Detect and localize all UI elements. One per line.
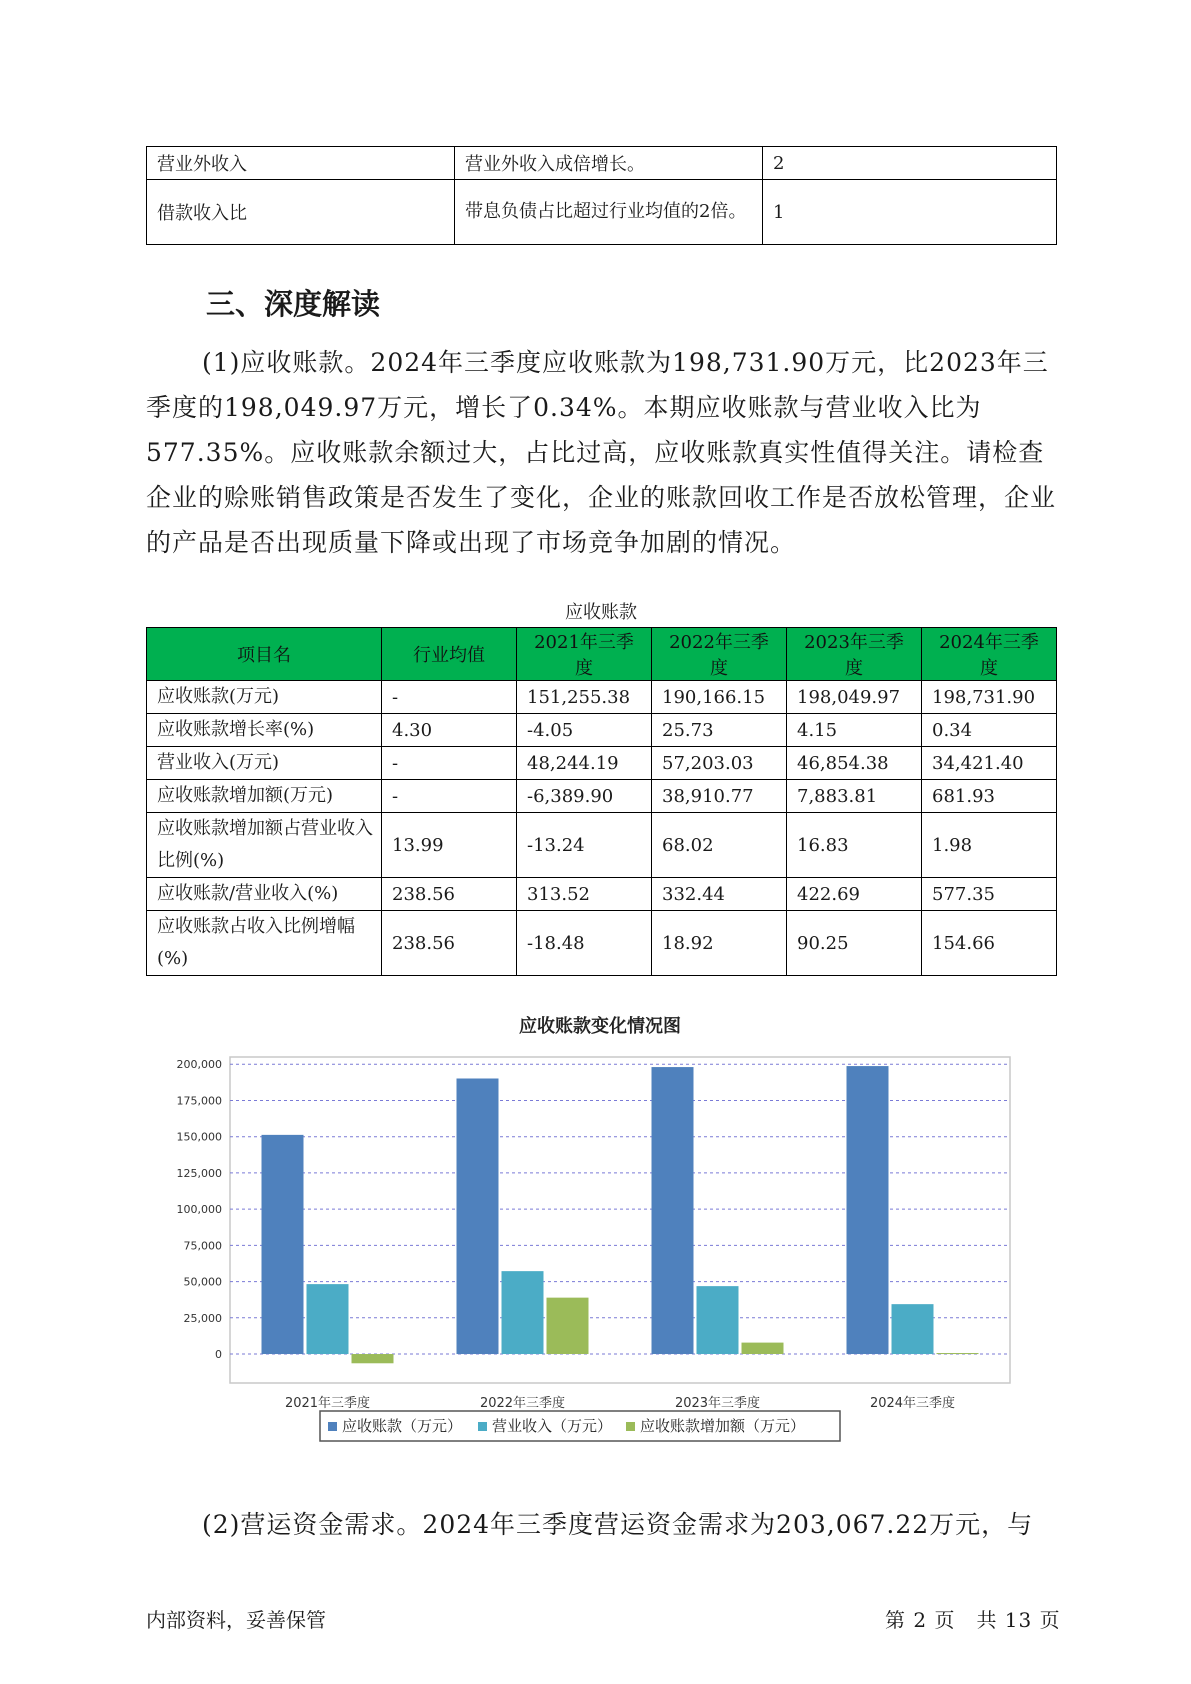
- table-cell: 313.52: [517, 878, 652, 911]
- y-tick-label: 175,000: [176, 1094, 222, 1108]
- y-tick-label: 200,000: [176, 1058, 222, 1072]
- receivables-bar-chart: [160, 1010, 1040, 1470]
- bar: [742, 1343, 784, 1354]
- table-cell: 577.35: [922, 878, 1057, 911]
- risk-item-name: 营业外收入: [147, 147, 455, 180]
- table-row: [147, 780, 1057, 813]
- table-cell: 154.66: [922, 911, 1057, 976]
- y-tick-label: 150,000: [176, 1130, 222, 1144]
- table-cell: -: [382, 780, 517, 813]
- table-row: [147, 878, 1057, 911]
- row-label: 应收账款/营业收入(%): [147, 878, 382, 911]
- x-tick-label: 2021年三季度: [284, 1396, 371, 1411]
- row-label: 应收账款(万元): [147, 681, 382, 714]
- table-cell: -4.05: [517, 714, 652, 747]
- legend-label: 营业收入（万元）: [492, 1417, 613, 1435]
- table-cell: 46,854.38: [787, 747, 922, 780]
- legend-label: 应收账款（万元）: [342, 1417, 463, 1435]
- bar: [307, 1284, 349, 1354]
- table-cell: 18.92: [652, 911, 787, 976]
- table-row: [147, 681, 1057, 714]
- y-tick-label: 50,000: [183, 1275, 222, 1289]
- table-cell: 0.34: [922, 714, 1057, 747]
- footer-page-number: 第 2 页 共 13 页: [885, 1608, 1061, 1632]
- legend-swatch: [478, 1422, 487, 1431]
- bar: [502, 1271, 544, 1354]
- bar: [547, 1298, 589, 1354]
- table-cell: 190,166.15: [652, 681, 787, 714]
- table-cell: 151,255.38: [517, 681, 652, 714]
- chart-title: 应收账款变化情况图: [519, 1016, 681, 1037]
- table-cell: -13.24: [517, 813, 652, 878]
- table-row: [147, 714, 1057, 747]
- risk-items-table: [146, 146, 1057, 245]
- table-cell: 68.02: [652, 813, 787, 878]
- y-tick-label: 25,000: [183, 1311, 222, 1325]
- bar: [457, 1078, 499, 1354]
- table-row: [147, 180, 1057, 245]
- table-cell: -18.48: [517, 911, 652, 976]
- table-cell: 238.56: [382, 911, 517, 976]
- bar: [262, 1135, 304, 1354]
- table-cell: 681.93: [922, 780, 1057, 813]
- table-cell: 4.30: [382, 714, 517, 747]
- table-cell: 90.25: [787, 911, 922, 976]
- table-cell: 34,421.40: [922, 747, 1057, 780]
- y-tick-label: 75,000: [183, 1239, 222, 1253]
- column-header: 行业均值: [382, 628, 517, 681]
- risk-item-desc: 营业外收入成倍增长。: [455, 147, 763, 180]
- risk-item-desc: 带息负债占比超过行业均值的2倍。: [455, 180, 763, 245]
- column-header: 项目名: [147, 628, 382, 681]
- table-cell: 198,049.97: [787, 681, 922, 714]
- table-cell: -: [382, 681, 517, 714]
- table-cell: 48,244.19: [517, 747, 652, 780]
- bar: [652, 1067, 694, 1354]
- bar: [937, 1353, 979, 1354]
- table-cell: 1.98: [922, 813, 1057, 878]
- table-cell: 38,910.77: [652, 780, 787, 813]
- y-tick-label: 0: [215, 1348, 222, 1362]
- table-cell: -6,389.90: [517, 780, 652, 813]
- x-tick-label: 2024年三季度: [869, 1396, 956, 1411]
- row-label: 应收账款占收入比例增幅(%): [147, 911, 382, 976]
- table-cell: 332.44: [652, 878, 787, 911]
- risk-item-name: 借款收入比: [147, 180, 455, 245]
- bar: [352, 1354, 394, 1363]
- risk-item-score: 1: [763, 180, 1057, 245]
- y-tick-label: 100,000: [176, 1203, 222, 1217]
- table-cell: 13.99: [382, 813, 517, 878]
- section-heading: 三、深度解读: [206, 287, 381, 321]
- paragraph-working-capital: (2)营运资金需求。2024年三季度营运资金需求为203,067.22万元，与: [202, 1510, 1034, 1539]
- bar: [697, 1286, 739, 1354]
- row-label: 营业收入(万元): [147, 747, 382, 780]
- table-row: [147, 147, 1057, 180]
- table-row: [147, 747, 1057, 780]
- legend-label: 应收账款增加额（万元）: [640, 1417, 806, 1435]
- table-cell: 422.69: [787, 878, 922, 911]
- risk-item-score: 2: [763, 147, 1057, 180]
- x-tick-label: 2022年三季度: [479, 1396, 566, 1411]
- footer-confidential-note: 内部资料，妥善保管: [146, 1608, 326, 1632]
- table-cell: 25.73: [652, 714, 787, 747]
- column-header: 2024年三季度: [922, 628, 1057, 681]
- column-header: 2023年三季度: [787, 628, 922, 681]
- bar: [847, 1066, 889, 1354]
- legend-swatch: [328, 1422, 337, 1431]
- table-cell: -: [382, 747, 517, 780]
- table-cell: 198,731.90: [922, 681, 1057, 714]
- row-label: 应收账款增长率(%): [147, 714, 382, 747]
- column-header: 2021年三季度: [517, 628, 652, 681]
- row-label: 应收账款增加额(万元): [147, 780, 382, 813]
- receivables-table: [146, 627, 1057, 976]
- column-header: 2022年三季度: [652, 628, 787, 681]
- table-header-row: [147, 628, 1057, 681]
- table-cell: 7,883.81: [787, 780, 922, 813]
- table-cell: 16.83: [787, 813, 922, 878]
- paragraph-receivables: (1)应收账款。2024年三季度应收账款为198,731.90万元，比2023年三季度的198,049.97万元，增长了0.34%。本期应收账款与营业收入比为577.35%。应收账款余额过大，占比过高，应收账款真实性值得关注。请检查企业的赊账销售政策是否发生了变化，企业的账款回收工作是否放松管理，企业的产品是否出现质量下降或出现了市场竞争加剧的情况。: [146, 348, 1057, 557]
- table-row: [147, 911, 1057, 976]
- legend-swatch: [626, 1422, 635, 1431]
- table-cell: 57,203.03: [652, 747, 787, 780]
- bar: [892, 1304, 934, 1354]
- table-cell: 238.56: [382, 878, 517, 911]
- table-caption: 应收账款: [565, 602, 637, 623]
- y-tick-label: 125,000: [176, 1166, 222, 1180]
- table-cell: 4.15: [787, 714, 922, 747]
- row-label: 应收账款增加额占营业收入比例(%): [147, 813, 382, 878]
- x-tick-label: 2023年三季度: [674, 1396, 761, 1411]
- table-row: [147, 813, 1057, 878]
